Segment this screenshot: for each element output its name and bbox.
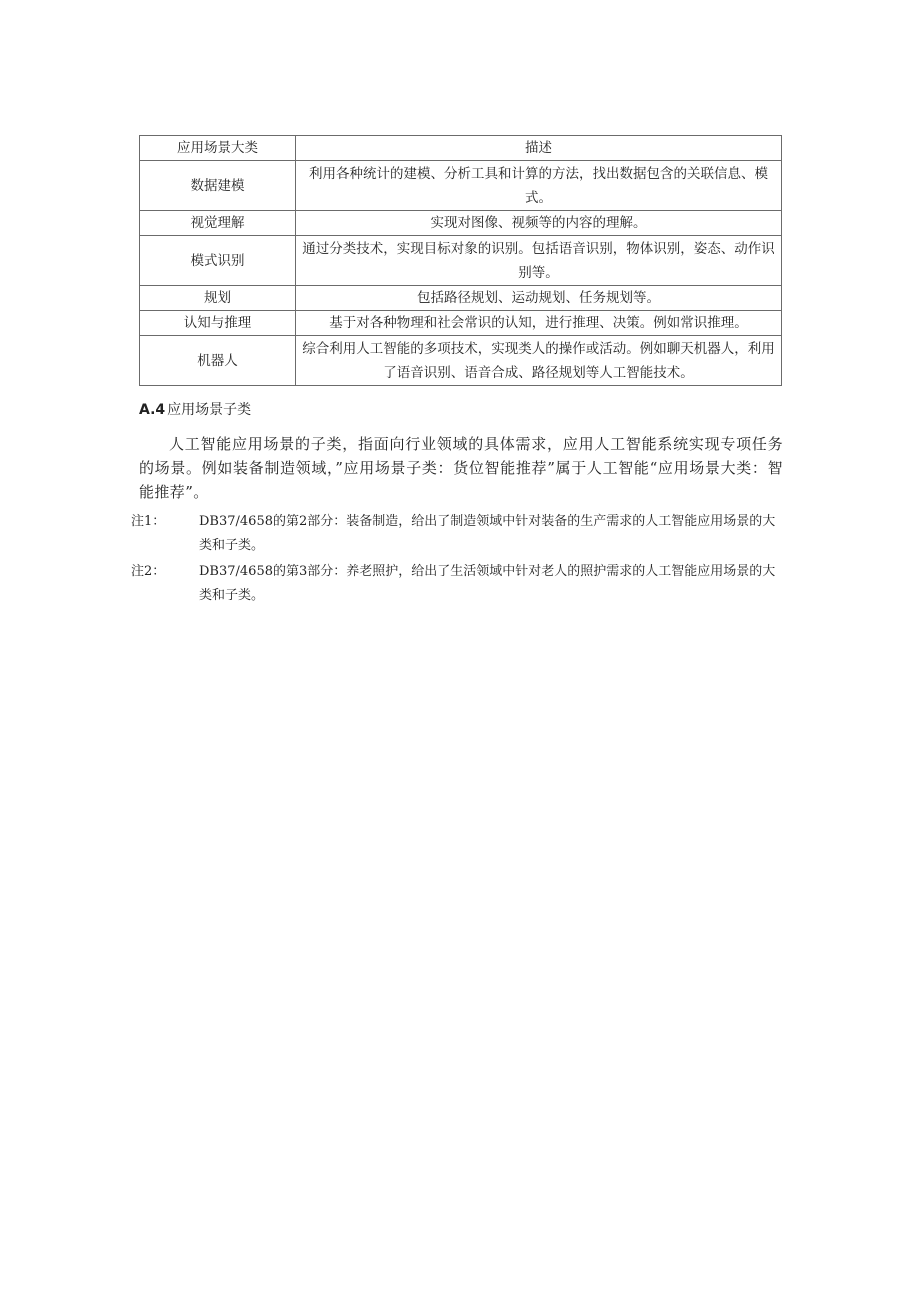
section-number: A.4: [139, 402, 166, 418]
body-paragraph: 人工智能应用场景的子类，指面向行业领域的具体需求，应用人工智能系统实现专项任务的场景。例如装备制造领域，”应用场景子类：货位智能推荐”属于人工智能“应用场景大类：智能推荐”。: [139, 435, 783, 501]
note-2: [131, 560, 785, 608]
table-row: [140, 161, 782, 211]
table-header-row: [140, 136, 782, 161]
row-description: 包括路径规划、运动规划、任务规划等。: [296, 286, 782, 311]
note-label: 注2：: [131, 564, 166, 579]
section-heading: [139, 399, 251, 419]
note-label: 注1：: [131, 514, 166, 529]
header-category: 应用场景大类: [140, 136, 296, 161]
row-category: 认知与推理: [140, 311, 296, 336]
row-category: 模式识别: [140, 236, 296, 286]
header-description: 描述: [296, 136, 782, 161]
row-category: 视觉理解: [140, 211, 296, 236]
note-text: DB37/4658的第2部分：装备制造，给出了制造领域中针对装备的生产需求的人工智能应用场景的大类和子类。: [199, 514, 776, 553]
table-row: [140, 286, 782, 311]
row-description: 利用各种统计的建模、分析工具和计算的方法，找出数据包含的关联信息、模式。: [296, 161, 782, 211]
row-description: 基于对各种物理和社会常识的认知，进行推理、决策。例如常识推理。: [296, 311, 782, 336]
section-title: 应用场景子类: [167, 402, 252, 418]
row-category: 数据建模: [140, 161, 296, 211]
row-description: 实现对图像、视频等的内容的理解。: [296, 211, 782, 236]
row-category: 规划: [140, 286, 296, 311]
table-row: [140, 211, 782, 236]
table-row: [140, 311, 782, 336]
scenario-category-table: [139, 135, 782, 386]
row-category: 机器人: [140, 336, 296, 386]
row-description: 综合利用人工智能的多项技术，实现类人的操作或活动。例如聊天机器人，利用了语音识别、语音合成、路径规划等人工智能技术。: [296, 336, 782, 386]
row-description: 通过分类技术，实现目标对象的识别。包括语音识别，物体识别，姿态、动作识别等。: [296, 236, 782, 286]
note-text: DB37/4658的第3部分：养老照护，给出了生活领域中针对老人的照护需求的人工智能应用场景的大类和子类。: [199, 564, 776, 603]
note-1: [131, 510, 785, 558]
table-row: [140, 336, 782, 386]
table-row: [140, 236, 782, 286]
